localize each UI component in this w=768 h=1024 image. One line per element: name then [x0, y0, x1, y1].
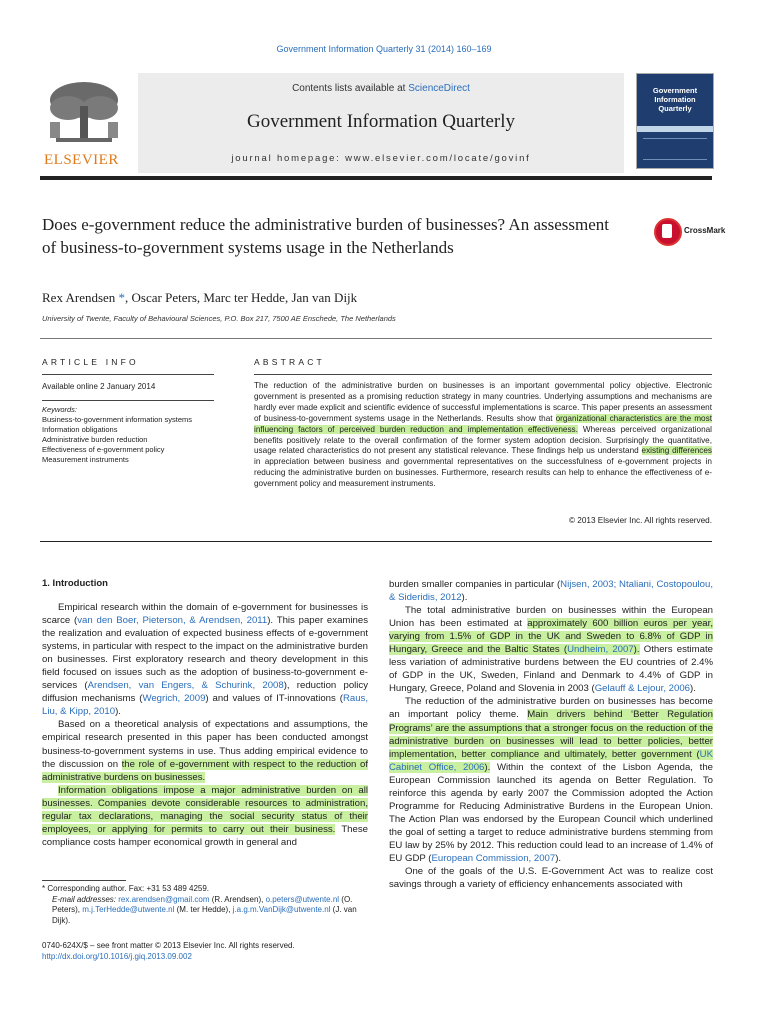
article-info-rule-mid: [42, 400, 214, 401]
reference-link[interactable]: Wegrich, 2009: [142, 693, 206, 705]
journal-cover-thumbnail: [636, 73, 714, 169]
other-authors: , Oscar Peters, Marc ter Hedde, Jan van Dijk: [125, 290, 358, 305]
keyword: Effectiveness of e-government policy: [42, 445, 165, 454]
reference-link[interactable]: Nijsen, 2003; Ntaliani, Costopoulou, & Sideridis, 2012: [389, 579, 713, 604]
highlighted-text[interactable]: the role of e-government with respect to the reduction of administrative burdens on businesses.: [42, 758, 369, 783]
contents-text: Contents lists available at: [292, 83, 409, 94]
journal-title: Government Information Quarterly: [246, 111, 516, 132]
highlighted-text[interactable]: organizational characteristics are the most influencing factors of perceived burden reduction and implementation effectiveness.: [254, 413, 712, 434]
paragraph: Information obligations impose a major administrative burden on all businesses. Companies devote considerable resources to administration, regular tax declarations, managing the social security status of their employees, or applying for permits to carry out their business. These compliance costs hamper economical growth in general and: [42, 784, 368, 848]
section-heading: 1. Introduction: [42, 578, 108, 589]
crossmark-icon: [654, 218, 682, 246]
reference-link[interactable]: Gelauff & Lejour, 2006: [594, 683, 690, 695]
email-addresses: E-mail addresses: rex.arendsen@gmail.com (R. Arendsen), o.peters@utwente.nl (O. Peters), m.j.TerHedde@utwente.nl (M. ter Hedde), j.a.g.m.VanDijk@utwente.nl (J. van Dijk).: [52, 894, 357, 925]
corresponding-author-footnote: [42, 884, 368, 926]
journal-banner: [138, 73, 624, 173]
article-title: Does e-government reduce the administrative burden of businesses? An assessment of business-to-government systems usage in the Netherlands: [42, 215, 609, 257]
reference-link[interactable]: Raus, Liu, & Kipp, 2010: [42, 693, 368, 718]
issn-doi-block: [42, 940, 368, 962]
abstract-heading: ABSTRACT: [254, 357, 325, 367]
article-info-heading: ARTICLE INFO: [42, 357, 139, 367]
paragraph: burden smaller companies in particular (Nijsen, 2003; Ntaliani, Costopoulou, & Sideridis, 2012).: [389, 579, 713, 604]
abstract-rule: [254, 374, 712, 375]
crossmark-badge[interactable]: [654, 218, 734, 244]
paragraph: The reduction of the administrative burden on businesses has become an important policy theme. Main drivers behind ‘Better Regulation Programs’ are the assumptions that a stronger focus on the reduction of the administrative burden on businesses will lead to better policies, better implementation, better compliance and ultimately, better government (UK Cabinet Office, 2006). Within the context of the Lisbon Agenda, the European Commission launched its agenda on Better Regulation. To reinforce this agenda by early 2007 the Commission adopted the Action Programme for Reducing Administrative Burdens in the European Union. The Action Plan was endorsed by the European Council which underlined the goal of setting a target to reduce administrative burdens stemming from EU law by 25% by 2012. This reduction could lead to an increase of 1.4% of EU GDP (European Commission, 2007).: [389, 696, 713, 864]
highlighted-text[interactable]: approximately 600 billion euros per year, varying from 1.5% of GDP in the UK and Sweden to 6.8% of GDP in Hungary, Greece and the Baltic States (Undheim, 2007).: [389, 618, 713, 656]
header-rule: [40, 176, 712, 180]
issn-line: 0740-624X/$ – see front matter © 2013 Elsevier Inc. All rights reserved.: [42, 941, 295, 950]
keyword: Measurement instruments: [42, 455, 129, 464]
abstract-part: in appreciation between business and governmental representatives on the successfulness of e-government projects in reducing the administrative burden on businesses. Furthermore, research results can help to enhance the effectiveness of e-government policy and measurement instruments.: [254, 457, 712, 489]
keyword: Business-to-government information systems: [42, 415, 193, 424]
crossmark-label: CrossMark: [684, 226, 726, 235]
abstract-part: The reduction of the administrative burden on businesses is an important governmental policy objective. Electronic government is presented as a promising reduction strategy in many countries. Underlying assumptions and mechanisms are hardly ever made explicit and scientific evidence of successful implementations is scarce. This paper presents an assessment of business-to-government systems usage in the Netherlands. Results show that: [254, 381, 712, 423]
paragraph: Based on a theoretical analysis of expectations and assumptions, the empirical research presented in this paper has been conducted amongst business-to-government systems in use. Thus adding empirical evidence to the discussion on the role of e-government with respect to the reduction of administrative burdens on businesses.: [42, 719, 369, 783]
first-author: Rex Arendsen: [42, 290, 116, 305]
available-online: Available online 2 January 2014: [42, 382, 156, 391]
corresponding-author-marker[interactable]: *: [115, 290, 126, 305]
cover-lines: [643, 138, 707, 160]
reference-link[interactable]: European Commission, 2007: [431, 852, 556, 864]
author-list: [42, 290, 357, 306]
reference-link[interactable]: Arendsen, van Engers, & Schurink, 2008: [87, 680, 284, 692]
abstract-text: [254, 381, 712, 490]
body-left-column: [42, 578, 368, 849]
sciencedirect-link[interactable]: ScienceDirect: [408, 83, 470, 94]
keywords-label: Keywords:: [42, 405, 78, 414]
body-right-column: [389, 578, 713, 891]
copyright-notice: © 2013 Elsevier Inc. All rights reserved.: [568, 516, 712, 525]
email-link[interactable]: rex.arendsen@gmail.com: [118, 894, 210, 904]
reference-link[interactable]: van den Boer, Pieterson, & Arendsen, 2011: [77, 615, 268, 627]
corresponding-note: * Corresponding author. Fax: +31 53 489 4259.: [42, 884, 210, 893]
publisher-name: ELSEVIER: [44, 152, 119, 168]
highlighted-text[interactable]: Information obligations impose a major administrative burden on all businesses. Companies devote considerable resources to administration, regular tax declarations, managing the social security status of their employees, or applying for permits to carry out their business.: [42, 784, 368, 835]
abstract-part: Whereas perceived organizational benefits positively relate to the overall confirmation of the former system adoption decision. Surprisingly the quantitative, usage related characteristics do not present any statistical relevance. These findings help us understand: [254, 424, 712, 456]
paragraph: Empirical research within the domain of e-government for businesses is scarce (van den Boer, Pieterson, & Arendsen, 2011). This paper examines the realization and evaluation of expected business effects of e-government systems, in particular with respect to the impact on the administrative burden on businesses. First exploratory research and theory development in this field focused on issues such as the adoption of business-to-government e-services (Arendsen, van Engers, & Schurink, 2008), reduction policy diffusion mechanisms (Wegrich, 2009) and values of IT-innovations (Raus, Liu, & Kipp, 2010).: [42, 602, 369, 718]
doi-link[interactable]: http://dx.doi.org/10.1016/j.giq.2013.09.002: [42, 952, 192, 961]
cover-title: Government Information Quarterly: [652, 86, 698, 113]
journal-citation[interactable]: Government Information Quarterly 31 (2014) 160–169: [276, 44, 492, 54]
article-info-rule-top: [42, 374, 214, 375]
cover-band: [637, 126, 713, 132]
body-divider: [40, 541, 712, 542]
journal-homepage[interactable]: journal homepage: www.elsevier.com/locate/govinf: [231, 153, 531, 164]
affiliation: University of Twente, Faculty of Behavioural Sciences, P.O. Box 217, 7500 AE Enschede, The Netherlands: [42, 314, 396, 323]
email-link[interactable]: o.peters@utwente.nl: [265, 894, 340, 904]
keywords-block: [42, 405, 222, 465]
section-divider: [40, 338, 712, 339]
reference-link[interactable]: UK Cabinet Office, 2006: [389, 748, 713, 773]
email-link[interactable]: j.a.g.m.VanDijk@utwente.nl: [232, 905, 331, 914]
contents-line: [138, 83, 624, 94]
keyword: Information obligations: [42, 425, 118, 434]
email-link[interactable]: m.j.TerHedde@utwente.nl: [82, 905, 175, 914]
highlighted-text[interactable]: Main drivers behind ‘Better Regulation Programs’ are the assumptions that a stronger focus on the reduction of the administrative burden on businesses will lead to better policies, better implementation, better compliance and ultimately, better government (UK Cabinet Office, 2006).: [389, 709, 713, 773]
footnote-rule: [42, 880, 126, 881]
tree-icon: [40, 78, 128, 150]
paragraph: One of the goals of the U.S. E-Government Act was to realize cost savings through a variety of efficiency enhancements associated with: [389, 866, 713, 891]
highlighted-text[interactable]: existing differences: [641, 446, 712, 456]
keyword: Administrative burden reduction: [42, 435, 148, 444]
paragraph: The total administrative burden on businesses within the European Union has been estimated at approximately 600 billion euros per year, varying from 1.5% of GDP in the UK and Sweden to 6.8% of GDP in Hungary, Greece and the Baltic States (Undheim, 2007). Others estimate less variation of administrative burdens between the EU countries of 2.4% of GDP in the UK, Sweden, Finland and Denmark to 4.4% of GDP in Hungary, Greece, Poland and Slovenia in 2003 (Gelauff & Lejour, 2006).: [389, 605, 713, 695]
reference-link[interactable]: Undheim, 2007: [567, 644, 634, 656]
